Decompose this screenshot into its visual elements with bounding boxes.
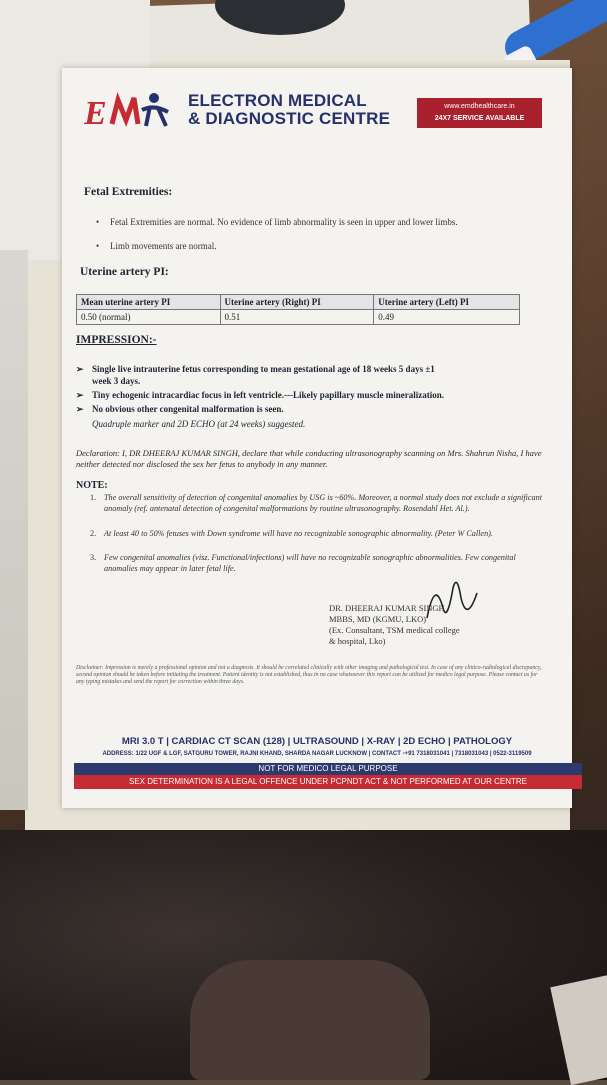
- declaration-text: Declaration: I, DR DHEERAJ KUMAR SINGH, declare that while conducting ultrasonography scanning on Mrs. Shahrun Nisha, I have neither detected nor disclosed the sex her fetus to anybody in any manner.: [76, 448, 542, 469]
- table-header-cell: Uterine artery (Right) PI: [220, 295, 374, 310]
- services-line: MRI 3.0 T | CARDIAC CT SCAN (128) | ULTRASOUND | X-RAY | 2D ECHO | PATHOLOGY: [121, 736, 513, 747]
- table-cell: 0.51: [220, 310, 374, 325]
- website-text: www.emdhealthcare.in: [444, 103, 515, 110]
- fetal-extremities-bullet-2: • Limb movements are normal.: [110, 240, 530, 252]
- note-title: NOTE:: [76, 480, 108, 491]
- website-badge: [417, 98, 542, 128]
- availability-text: 24X7 SERVICE AVAILABLE: [434, 115, 525, 122]
- note-text: At least 40 to 50% fetuses with Down syndrome will have no recognizable sonographic abnormality. (Peter W Callen).: [104, 529, 493, 538]
- table-header-cell: Uterine artery (Left) PI: [374, 295, 520, 310]
- arrow-bullet-icon: ➢: [76, 364, 84, 374]
- disclaimer-text: Disclaimer: Impression is merely a professional opinion and not a diagnosis. It should be correlated clinically with other imaging and pathological test. In case of any clinico-radiological discrepancy, second opinion should be taken before initiating the treatment. Patient identity is not established, thus in no case whatsoever this report can be utilized for medico legal purpose. Please contact us for any typing mistakes and send the report for correction within three days.: [76, 665, 542, 685]
- emd-logo-icon: [84, 86, 179, 136]
- medical-report-page: [62, 68, 572, 808]
- impression-line-4: [76, 403, 284, 415]
- brand-line-2: & DIAGNOSTIC CENTRE: [188, 109, 391, 128]
- brand-line-1: ELECTRON MEDICAL: [188, 91, 367, 110]
- left-paper-strip: [0, 250, 28, 810]
- note-text: Few congenital anomalies (visz. Functional/infections) will have no recognizable sonographic abnormalities. Few congenital anomalies may appear in later fetal life.: [104, 553, 516, 573]
- impression-line-2: week 3 days.: [92, 376, 141, 386]
- shoe-background: [190, 960, 430, 1080]
- svg-text:E: E: [84, 95, 107, 132]
- table-cell: 0.49: [374, 310, 520, 325]
- medico-legal-banner: NOT FOR MEDICO LEGAL PURPOSE: [74, 763, 582, 775]
- note-item-2: [90, 528, 544, 539]
- impression-line-1: [76, 363, 435, 375]
- note-number: 2.: [90, 529, 97, 538]
- doctor-name: DR. DHEERAJ KUMAR SINGH: [329, 603, 445, 613]
- uterine-artery-title: Uterine artery PI:: [80, 266, 169, 278]
- table-header-cell: Mean uterine artery PI: [77, 295, 221, 310]
- pcpndt-banner: SEX DETERMINATION IS A LEGAL OFFENCE UNDER PCPNDT ACT & NOT PERFORMED AT OUR CENTRE: [74, 775, 582, 789]
- note-item-1: [90, 492, 544, 514]
- arrow-bullet-icon: ➢: [76, 390, 84, 400]
- address-line: ADDRESS: 1/22 UGF & LGF, SATGURU TOWER, RAJNI KHAND, SHARDA NAGAR LUCKNOW | CONTACT -+91 7318031041 | 7318031043 | 0522-3119509: [102, 751, 532, 757]
- signature-block: [329, 603, 460, 647]
- impression-text: No obvious other congenital malformation is seen.: [92, 404, 284, 414]
- brand-name: [188, 92, 390, 128]
- fetal-extremities-title: Fetal Extremities:: [84, 186, 173, 198]
- report-header: [62, 68, 572, 153]
- fetal-extremities-bullet-1: • Fetal Extremities are normal. No evidence of limb abnormality is seen in upper and lower limbs.: [110, 216, 530, 228]
- impression-line-3: [76, 389, 445, 401]
- note-number: 3.: [90, 553, 97, 562]
- note-text: The overall sensitivity of detection of congenital anomalies by USG is ~60%. Moreover, a normal study does not exclude a significant anomaly (ref. antenatal detection of congenital malformations by routine ultrasonography. Rosendahl Het. Al.).: [104, 493, 542, 513]
- impression-title: IMPRESSION:-: [76, 334, 157, 346]
- doctor-position: (Ex. Consultant, TSM medical college: [329, 625, 460, 635]
- impression-line-5: Quadruple marker and 2D ECHO (at 24 weeks) suggested.: [92, 419, 306, 429]
- table-cell: 0.50 (normal): [77, 310, 221, 325]
- impression-text: Tiny echogenic intracardiac focus in left ventricle.---Likely papillary muscle mineralization.: [92, 390, 445, 400]
- uterine-artery-table: [76, 294, 520, 325]
- arrow-bullet-icon: ➢: [76, 404, 84, 414]
- note-number: 1.: [90, 493, 97, 502]
- impression-text: Single live intrauterine fetus corresponding to mean gestational age of 18 weeks 5 days ±1: [92, 364, 435, 374]
- doctor-degree: MBBS, MD (KGMU, LKO): [329, 614, 427, 624]
- table-header-row: [77, 295, 520, 310]
- doctor-position-2: & hospital, Lko): [329, 636, 386, 646]
- table-row: [77, 310, 520, 325]
